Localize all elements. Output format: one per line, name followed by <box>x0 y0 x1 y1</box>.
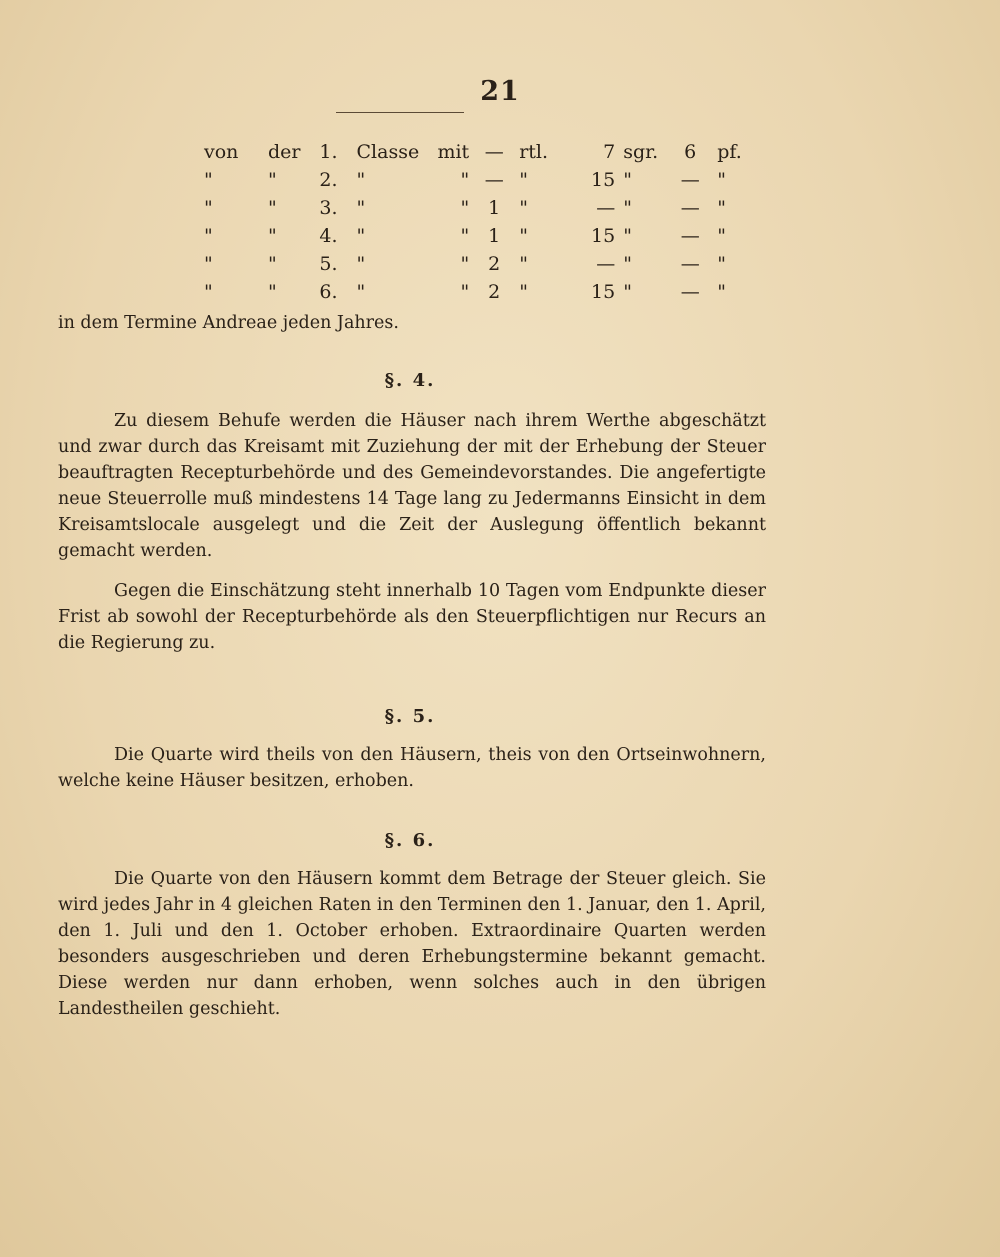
tariff-cell-pf: — <box>680 225 700 247</box>
tariff-cell-von: " <box>204 225 213 247</box>
tariff-cell-pf-unit: " <box>717 253 726 275</box>
tariff-cell-num: 1. <box>319 141 338 163</box>
tariff-cell-pf-unit: " <box>717 281 726 303</box>
tariff-cell-sgr: 15 <box>591 281 616 303</box>
tariff-cell-rtl-dash: 1 <box>488 197 501 219</box>
tariff-cell-sgr: — <box>596 253 616 275</box>
tariff-closing-text: in dem Termine Andreae jeden Jahres. <box>58 313 399 333</box>
tariff-cell-rtl-dash: 2 <box>488 281 501 303</box>
tariff-cell-pf: — <box>680 253 700 275</box>
tariff-cell-rtl-dash: — <box>484 169 504 191</box>
tariff-cell-rtl-dash: 1 <box>488 225 501 247</box>
header-rule <box>336 112 464 113</box>
tariff-cell-klasse: " <box>356 281 366 303</box>
tariff-cell-sgr-unit: sgr. <box>623 141 659 163</box>
tariff-cell-von: von <box>204 141 239 163</box>
tariff-cell-pf: — <box>680 169 700 191</box>
tariff-row <box>200 194 751 222</box>
section-6-paragraph-1: Die Quarte von den Häusern kommt dem Betrage der Steuer gleich. Sie wird jedes Jahr in 4 gleichen Raten in den Terminen den 1. Januar, den 1. April, den 1. Juli und den 1. October erhoben. Extraordinaire Quarten werden besonders ausgeschrieben und deren Erhebungstermine bekannt gemacht. Diese werden nur dann erhoben, wenn solches auch in den übrigen Landestheilen geschieht. <box>58 869 766 1019</box>
tariff-cell-mit: " <box>460 197 470 219</box>
tariff-cell-rtl-dash: 2 <box>488 253 501 275</box>
tariff-cell-klasse: " <box>356 169 366 191</box>
tariff-cell-von: " <box>204 197 213 219</box>
tariff-cell-mit: " <box>460 169 470 191</box>
tariff-cell-klasse: " <box>356 253 366 275</box>
tariff-cell-der: " <box>268 169 277 191</box>
tariff-cell-von: " <box>204 169 213 191</box>
tariff-cell-rtl: " <box>519 281 528 303</box>
tariff-cell-rtl: " <box>519 225 528 247</box>
section-4-body <box>58 408 766 656</box>
tariff-cell-sgr-unit: " <box>623 253 632 275</box>
tariff-row <box>200 166 751 194</box>
tariff-cell-sgr-unit: " <box>623 225 632 247</box>
page-number: 21 <box>480 76 520 107</box>
tariff-cell-pf-unit: " <box>717 197 726 219</box>
tariff-cell-von: " <box>204 281 213 303</box>
tariff-cell-mit: " <box>460 281 470 303</box>
section-4-heading: §. 4. <box>384 370 436 391</box>
tariff-cell-pf: — <box>680 281 700 303</box>
tariff-cell-von: " <box>204 253 213 275</box>
tariff-row <box>200 222 751 250</box>
section-5-paragraph-1: Die Quarte wird theils von den Häusern, theis von den Ortseinwohnern, welche keine Häuser besitzen, erhoben. <box>58 745 766 791</box>
tariff-cell-num: 2. <box>319 169 338 191</box>
tariff-cell-rtl: " <box>519 197 528 219</box>
tariff-cell-der: " <box>268 225 277 247</box>
section-6-heading: §. 6. <box>384 830 436 851</box>
tariff-cell-der: " <box>268 281 277 303</box>
section-5-body <box>58 742 766 794</box>
section-5-heading: §. 5. <box>384 706 436 727</box>
tariff-cell-mit: mit <box>437 141 470 163</box>
tariff-cell-rtl: rtl. <box>519 141 549 163</box>
tariff-cell-num: 4. <box>319 225 338 247</box>
tariff-row <box>200 138 751 166</box>
tariff-cell-pf: — <box>680 197 700 219</box>
tariff-cell-der: " <box>268 197 277 219</box>
tariff-cell-num: 3. <box>319 197 338 219</box>
tariff-cell-klasse: " <box>356 197 366 219</box>
tariff-cell-mit: " <box>460 225 470 247</box>
tariff-cell-der: der <box>268 141 301 163</box>
tariff-cell-pf-unit: pf. <box>717 141 742 163</box>
tariff-cell-num: 6. <box>319 281 338 303</box>
tariff-cell-rtl: " <box>519 169 528 191</box>
tariff-cell-rtl: " <box>519 253 528 275</box>
tariff-cell-sgr: 15 <box>591 169 616 191</box>
tariff-cell-pf-unit: " <box>717 169 726 191</box>
tariff-row <box>200 278 751 306</box>
tariff-cell-pf: 6 <box>684 141 697 163</box>
tariff-cell-der: " <box>268 253 277 275</box>
tariff-cell-klasse: " <box>356 225 366 247</box>
tariff-cell-sgr-unit: " <box>623 197 632 219</box>
tariff-cell-sgr: 15 <box>591 225 616 247</box>
tariff-cell-sgr-unit: " <box>623 169 632 191</box>
tariff-cell-mit: " <box>460 253 470 275</box>
tariff-row <box>200 250 751 278</box>
tariff-table <box>200 138 751 306</box>
tariff-cell-sgr: — <box>596 197 616 219</box>
tariff-cell-pf-unit: " <box>717 225 726 247</box>
tariff-cell-sgr: 7 <box>603 141 616 163</box>
tariff-cell-sgr-unit: " <box>623 281 632 303</box>
section-4-paragraph-2: Gegen die Einschätzung steht innerhalb 10 Tagen vom Endpunkte dieser Frist ab sowohl der Recepturbehörde als den Steuerpflichtigen nur Recurs an die Regierung zu. <box>58 581 766 653</box>
tariff-cell-num: 5. <box>319 253 338 275</box>
section-6-body <box>58 866 766 1022</box>
tariff-cell-klasse: Classe <box>356 141 420 163</box>
section-4-paragraph-1: Zu diesem Behufe werden die Häuser nach ihrem Werthe abgeschätzt und zwar durch das Kreisamt mit Zuziehung der mit der Erhebung der Steuer beauftragten Recepturbehörde und des Gemeindevorstandes. Die angefertigte neue Steuerrolle muß mindestens 14 Tage lang zu Jedermanns Einsicht in dem Kreisamtslocale ausgelegt und die Zeit der Auslegung öffentlich bekannt gemacht werden. <box>58 411 766 561</box>
tariff-cell-rtl-dash: — <box>484 141 504 163</box>
